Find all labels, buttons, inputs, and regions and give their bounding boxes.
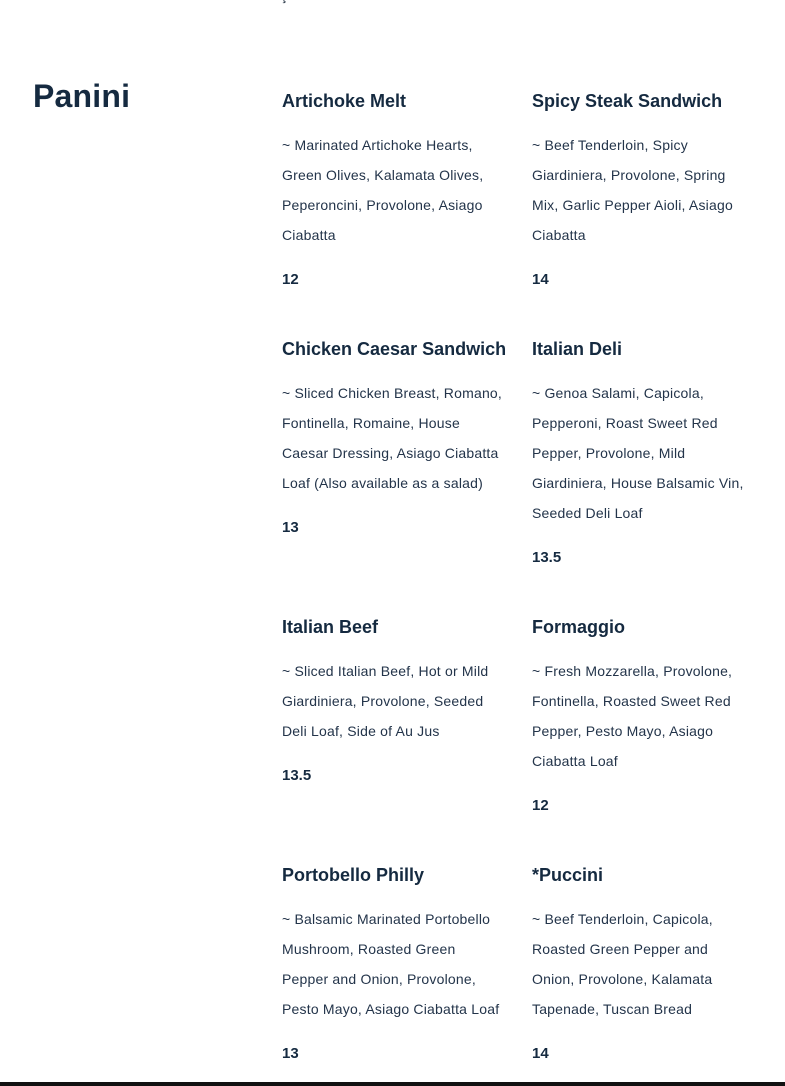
menu-item-price: 13 — [282, 519, 299, 536]
menu-item-description: ~ Beef Tenderloin, Capicola, Roasted Green Pepper and Onion, Provolone, Kalamata Tapenade, Tuscan Bread — [532, 911, 713, 1017]
menu-item-price: 12 — [532, 797, 549, 814]
menu-item-description: ~ Beef Tenderloin, Spicy Giardiniera, Provolone, Spring Mix, Garlic Pepper Aioli, Asiago Ciabatta — [532, 137, 733, 243]
menu-item-name: *Puccini — [532, 865, 604, 885]
menu-item-name: Artichoke Melt — [282, 91, 407, 111]
menu-item-price: 12 — [282, 271, 299, 288]
menu-item-price: 14 — [532, 271, 549, 288]
menu-item-name: Italian Deli — [532, 339, 623, 359]
menu-item-name: Spicy Steak Sandwich — [532, 91, 723, 111]
menu-item — [282, 90, 504, 290]
menu-item-name: Italian Beef — [282, 617, 379, 637]
menu-item — [282, 338, 507, 538]
menu-item — [532, 90, 754, 290]
menu-item-description: ~ Sliced Italian Beef, Hot or Mild Giardiniera, Provolone, Seeded Deli Loaf, Side of Au Jus — [282, 663, 489, 739]
menu-item — [532, 616, 754, 816]
menu-item-name: Chicken Caesar Sandwich — [282, 339, 507, 359]
menu-item — [282, 616, 504, 786]
menu-item — [532, 864, 754, 1064]
menu-item-description: ~ Balsamic Marinated Portobello Mushroom, Roasted Green Pepper and Onion, Provolone, Pesto Mayo, Asiago Ciabatta Loaf — [282, 911, 500, 1017]
menu-item-price: 13.5 — [282, 767, 312, 784]
menu-item-price: 13 — [282, 1045, 299, 1062]
menu-item-description: ~ Sliced Chicken Breast, Romano, Fontinella, Romaine, House Caesar Dressing, Asiago Ciabatta Loaf (Also available as a salad) — [282, 385, 503, 491]
bottom-divider — [0, 1082, 785, 1086]
menu-item-description: ~ Fresh Mozzarella, Provolone, Fontinella, Roasted Sweet Red Pepper, Pesto Mayo, Asiago Ciabatta Loaf — [532, 663, 733, 769]
menu-item-description: ~ Marinated Artichoke Hearts, Green Olives, Kalamata Olives, Peperoncini, Provolone, Asiago Ciabatta — [282, 137, 484, 243]
menu-item-name: Formaggio — [532, 617, 625, 637]
menu-item — [532, 338, 754, 568]
menu-item-price: 13.5 — [532, 549, 562, 566]
menu-item-price: 14 — [532, 1045, 549, 1062]
section-title: Panini — [33, 78, 131, 114]
menu-item — [282, 864, 504, 1064]
menu-item-name: Portobello Philly — [282, 865, 425, 885]
menu-item-description: ~ Genoa Salami, Capicola, Pepperoni, Roast Sweet Red Pepper, Provolone, Mild Giardiniera, House Balsamic Vin, Seeded Deli Loaf — [532, 385, 744, 521]
cut-off-text-fragment — [282, 0, 287, 3]
